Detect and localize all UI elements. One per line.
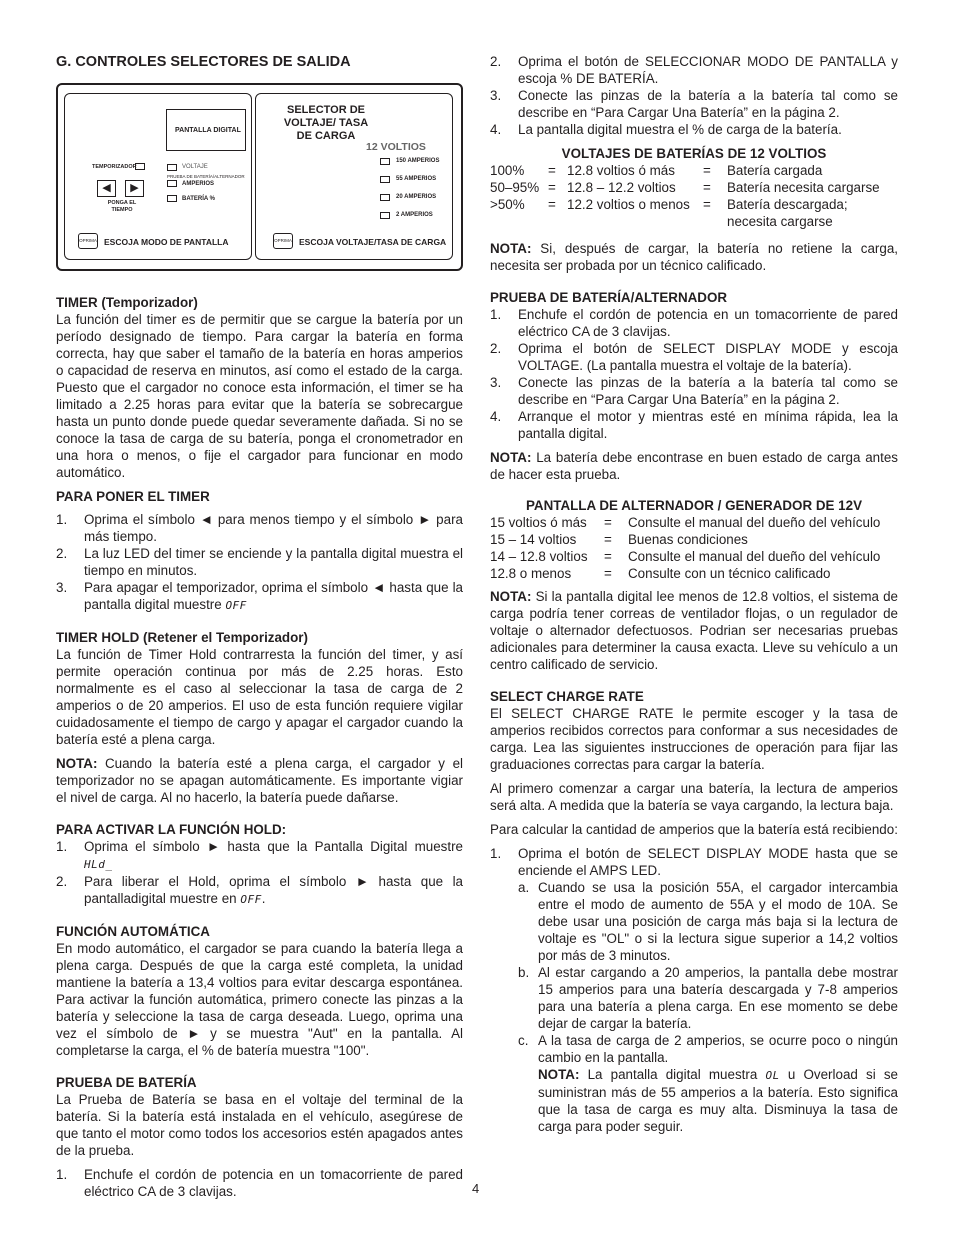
alt-test-heading: PRUEBA DE BATERÍA/ALTERNADOR xyxy=(490,290,728,305)
volt-table xyxy=(490,162,898,230)
rate-subpanel xyxy=(255,93,453,260)
timer-hold-body: La función de Timer Hold contrarresta la función del timer, y así permite operación continua por más de 2.25 horas. Esto normalmente es el caso al seleccionar la tasa de carga de 2 amperios o de 20 amperios. El uso de esta función requiere vigilar cuidadosamente el tiempo de cargo y apagar el cargador cuando la batería esté a plena carga. xyxy=(56,647,463,747)
digital-display xyxy=(166,109,246,151)
battery-percent-led xyxy=(167,195,177,202)
list-item: 1. Enchufe el cordón de potencia en un tomacorriente de pared eléctrico CA de 3 clavijas. xyxy=(56,1167,463,1199)
charge-rate-list xyxy=(490,845,898,1135)
timer-increase-button[interactable] xyxy=(125,180,144,197)
battery-test-list-right xyxy=(490,53,898,138)
rate-55-led xyxy=(380,176,390,183)
timer-hold-note: NOTA: Cuando la batería esté a plena carga, el cargador y el temporizador no se apagan automáticamente. Es importante vigiar el nivel de carga. Al no hacerlo, la batería puede dañarse. xyxy=(56,756,463,805)
set-timer-list xyxy=(56,511,463,614)
charge-rate-p2: Al primero comenzar a cargar una batería, la lectura de amperios será alta. A medida que la batería se vaya cargando, la lectura baja. xyxy=(490,781,898,813)
section-title: G. CONTROLES SELECTORES DE SALIDA xyxy=(56,54,351,70)
alt-table-caption: PANTALLA DE ALTERNADOR / GENERADOR DE 12V xyxy=(525,498,863,513)
list-item: 3. Conecte las pinzas de la batería a la batería tal como se describe en “Para Cargar Una Batería” en la página 2. xyxy=(490,375,898,407)
list-item: 1. Oprima el botón de SELECT DISPLAY MODE hasta que se enciende el AMPS LED. a. Cuando se usa la posición 55A, el cargador intercambia entre el modo de aumento de 55A y el modo de 10A. Se debe usar una posición de carga más baja si la lectura de voltaje es "OL" o si la lectura sigue superior a 14,2 voltios por más de 3 minutos. b. Al estar cargando a 20 amperios, la pantalla debe mostrar 15 amperios para una batería descargada y 7-8 amperios para una batería a plena carga. En ese momento se debe dejar de cargar la batería. c. A la tasa de carga de 2 amperios, se ocurre poco o ningún cambio en la pantalla. NOTA: La pantalla digital muestra OL u Overload si se suministran más de 55 amperios a la batería. Esto significa que la tasa de carga es muy alta. Disminuya la tasa de carga para poder seguir. xyxy=(490,846,898,1134)
digital-display-label: PANTALLA DIGITAL xyxy=(175,127,241,134)
battery-test-body: La Prueba de Batería se basa en el voltaje del terminal de la batería. Si la batería está instalada en el vehículo, asegúrese de que tanto el motor como todos los accesorios estén apagados antes de la prueba. xyxy=(56,1092,463,1158)
left-triangle-icon: ◀ xyxy=(102,182,111,194)
lcd-off: OFF xyxy=(240,893,262,906)
timer-hold-heading: TIMER HOLD (Retener el Temporizador) xyxy=(56,630,308,645)
select-display-push-button[interactable] xyxy=(78,233,98,249)
table-row: 15 – 14 voltios = Buenas condiciones xyxy=(490,532,748,547)
timer-decrease-button[interactable] xyxy=(97,180,116,197)
hold-heading: PARA ACTIVAR LA FUNCIÓN HOLD: xyxy=(56,822,287,837)
amps-led xyxy=(167,180,177,187)
control-panel-figure xyxy=(56,83,463,271)
volts-label: 12 VOLTIOS xyxy=(366,141,426,153)
rate-20-led xyxy=(380,194,390,201)
page-number: 4 xyxy=(472,1181,480,1196)
display-subpanel xyxy=(64,93,252,260)
rate-150-led xyxy=(380,158,390,165)
charge-rate-sublist xyxy=(518,879,898,1135)
auto-heading: FUNCIÓN AUTOMÁTICA xyxy=(56,924,210,939)
list-item: 2. La luz LED del timer se enciende y la pantalla digital muestra el tiempo en minutos. xyxy=(56,546,463,578)
battery-alt-test-label: PRUEBA DE BATERÍA/ALTERNADOR xyxy=(167,174,245,179)
amps-led-label: AMPERIOS xyxy=(182,181,215,187)
rate-2-label: 2 AMPERIOS xyxy=(396,212,433,218)
list-item: 3. Conecte las pinzas de la batería a la batería tal como se describe en “Para Cargar Una Batería” en la página 2. xyxy=(490,88,898,120)
lcd-ol: OL xyxy=(765,1069,780,1082)
list-item: 2. Para liberar el Hold, oprima el símbolo ► hasta que la pantalladigital muestre en OFF. xyxy=(56,874,463,906)
battery-test-list-left xyxy=(56,1166,463,1200)
set-timer-heading: PARA PONER EL TIMER xyxy=(56,489,210,504)
list-item: 1. Oprima el símbolo ◄ para menos tiempo y el símbolo ► para más tiempo. xyxy=(56,512,463,544)
list-item: 2. Oprima el botón de SELECCIONAR MODO DE PANTALLA y escoja % DE BATERÍA. xyxy=(490,54,898,86)
table-row: 50–95% = 12.8 – 12.2 voltios = Batería necesita cargarse xyxy=(490,180,880,195)
list-item: 4. La pantalla digital muestra el % de carga de la batería. xyxy=(490,122,842,137)
right-triangle-icon: ▶ xyxy=(130,182,139,194)
list-item: a. Cuando se usa la posición 55A, el cargador intercambia entre el modo de aumento de 55A y el modo de 10A. Se debe usar una posición de carga más baja si la lectura de voltaje es "OL" o si la lectura sigue superior a 14,2 voltios por más de 3 minutos. xyxy=(518,880,898,963)
table-row: 100% = 12.8 voltios ó más = Batería cargada xyxy=(490,163,823,178)
volt-table-caption: VOLTAJES DE BATERÍAS DE 12 VOLTIOS xyxy=(561,146,827,161)
table-row: 14 – 12.8 voltios = Consulte el manual del dueño del vehículo xyxy=(490,549,881,564)
voltage-led xyxy=(167,164,177,171)
timer-body: La función del timer es de permitir que se cargue la batería por un período designado de tiempo. Para cargar la batería en forma correcta, hay que saber el tamaño de la batería en horas amperios o capacidad de reserva en minutos, así como el estado de la carga. Puesto que el cargador no conoce esta información, el timer se ha limitado a 2.25 horas para evitar que la batería se sobrecargue hasta un punto donde puede quedar severamente dañada. Si no se conoce la tasa de carga de su batería, ponga el cronometrador en una hora o menos, o fije el cargador para funcionar en modo automático. xyxy=(56,312,463,480)
lcd-hld: HLd_ xyxy=(84,858,113,871)
rate-20-label: 20 AMPERIOS xyxy=(396,194,437,200)
table-row: 15 voltios ó más = Consulte el manual del dueño del vehículo xyxy=(490,515,881,530)
timer-label: TEMPORIZADOR xyxy=(92,164,137,170)
alt-note: NOTA: Si la pantalla digital lee menos de 12.8 voltios, el sistema de carga podría tener correas de ventilador flojas, o un regulador de voltaje o alternador defectuosos. Podrian ser necesarias pruebas adicionales para determiner la causa exacta. Lleve su vehículo a un centro calificado de servicio. xyxy=(490,589,898,672)
table-row: >50% = 12.2 voltios o menos = Batería descargada; necesita cargarse xyxy=(490,197,848,229)
list-item: 1. Oprima el símbolo ► hasta que la Pantalla Digital muestre HLd_ xyxy=(56,839,463,871)
charge-rate-p3: Para calcular la cantidad de amperios que la batería está recibiendo: xyxy=(490,822,898,837)
list-item: 2. Oprima el botón de SELECT DISPLAY MODE y escoja VOLTAGE. (La pantalla muestra el voltaje de la batería). xyxy=(490,341,898,373)
battery-test-heading: PRUEBA DE BATERÍA xyxy=(56,1075,197,1090)
list-item: c. A la tasa de carga de 2 amperios, se ocurre poco o ningún cambio en la pantalla. NOTA: La pantalla digital muestra OL u Overload si se suministran más de 55 amperios a la batería. Esto significa que la tasa de carga es muy alta. Disminuya la tasa de carga para poder seguir. xyxy=(518,1033,898,1134)
charge-rate-heading: SELECT CHARGE RATE xyxy=(490,689,644,704)
charge-rate-p1: El SELECT CHARGE RATE le permite escoger y la tasa de amperios recibidos correctos para conformar a sus necesidades de carga. Lea las siguientes instrucciones de operación para fijar las graduaciones correctas para cargar la batería. xyxy=(490,706,898,772)
rate-55-label: 55 AMPERIOS xyxy=(396,176,437,182)
table-row: 12.8 o menos = Consulte con un técnico calificado xyxy=(490,566,831,581)
list-item: 3. Para apagar el temporizador, oprima el símbolo ◄ hasta que la pantalla digital muestre OFF xyxy=(56,580,463,612)
left-column xyxy=(56,50,463,1207)
alt-test-note: NOTA: La batería debe encontrase en buen estado de carga antes de hacer esta prueba. xyxy=(490,450,898,482)
alt-test-list xyxy=(490,306,898,442)
rate-2-led xyxy=(380,212,390,219)
select-rate-push-button[interactable] xyxy=(273,233,293,249)
battery-percent-label: BATERÍA % xyxy=(182,196,215,202)
list-item: b. Al estar cargando a 20 amperios, la pantalla debe mostrar 15 amperios para una batería descargada y 7-8 amperios para una batería a plena carga. En ese momento se debe dejar de cargar la batería. xyxy=(518,965,898,1031)
push-label: OPRIMA xyxy=(79,238,97,243)
voltage-led-label: VOLTAJE xyxy=(182,164,208,170)
alt-table xyxy=(490,514,880,582)
right-column xyxy=(490,53,898,1142)
push-label: OPRIMA xyxy=(274,238,292,243)
hold-list xyxy=(56,838,463,908)
select-rate-label: ESCOJA VOLTAJE/TASA DE CARGA xyxy=(299,237,447,247)
battery-test-note: NOTA: Si, después de cargar, la batería no retiene la carga, necesita ser probada por un técnico calificado. xyxy=(490,241,898,273)
lcd-off: OFF xyxy=(225,599,247,612)
auto-body: En modo automático, el cargador se para cuando la batería llega a plena carga. Después de que la carga esté completa, la unidad mantiene la batería a 13,4 voltios para evitar descarga espontánea. Para activar la función automática, primero conecte las pinzas a la batería y seleccione la tasa de carga deseada. Luego, oprima una vez el símbolo de ► y se muestra "Aut" en la pantalla. Al completarse la carga, el % de batería muestra "100". xyxy=(56,941,463,1058)
timer-heading: TIMER (Temporizador) xyxy=(56,295,198,310)
rate-150-label: 150 AMPERIOS xyxy=(396,158,440,164)
select-display-label: ESCOJA MODO DE PANTALLA xyxy=(104,237,229,247)
rate-selector-title: SELECTOR DE VOLTAJE/ TASA DE CARGA xyxy=(283,104,369,142)
list-item: 1. Enchufe el cordón de potencia en un tomacorriente de pared eléctrico CA de 3 clavijas. xyxy=(490,307,898,339)
list-item: 4. Arranque el motor y mientras esté en mínima rápida, lea la pantalla digital. xyxy=(490,409,898,441)
set-time-label: PONGA EL TIEMPO xyxy=(107,200,137,213)
timer-led xyxy=(135,163,145,170)
